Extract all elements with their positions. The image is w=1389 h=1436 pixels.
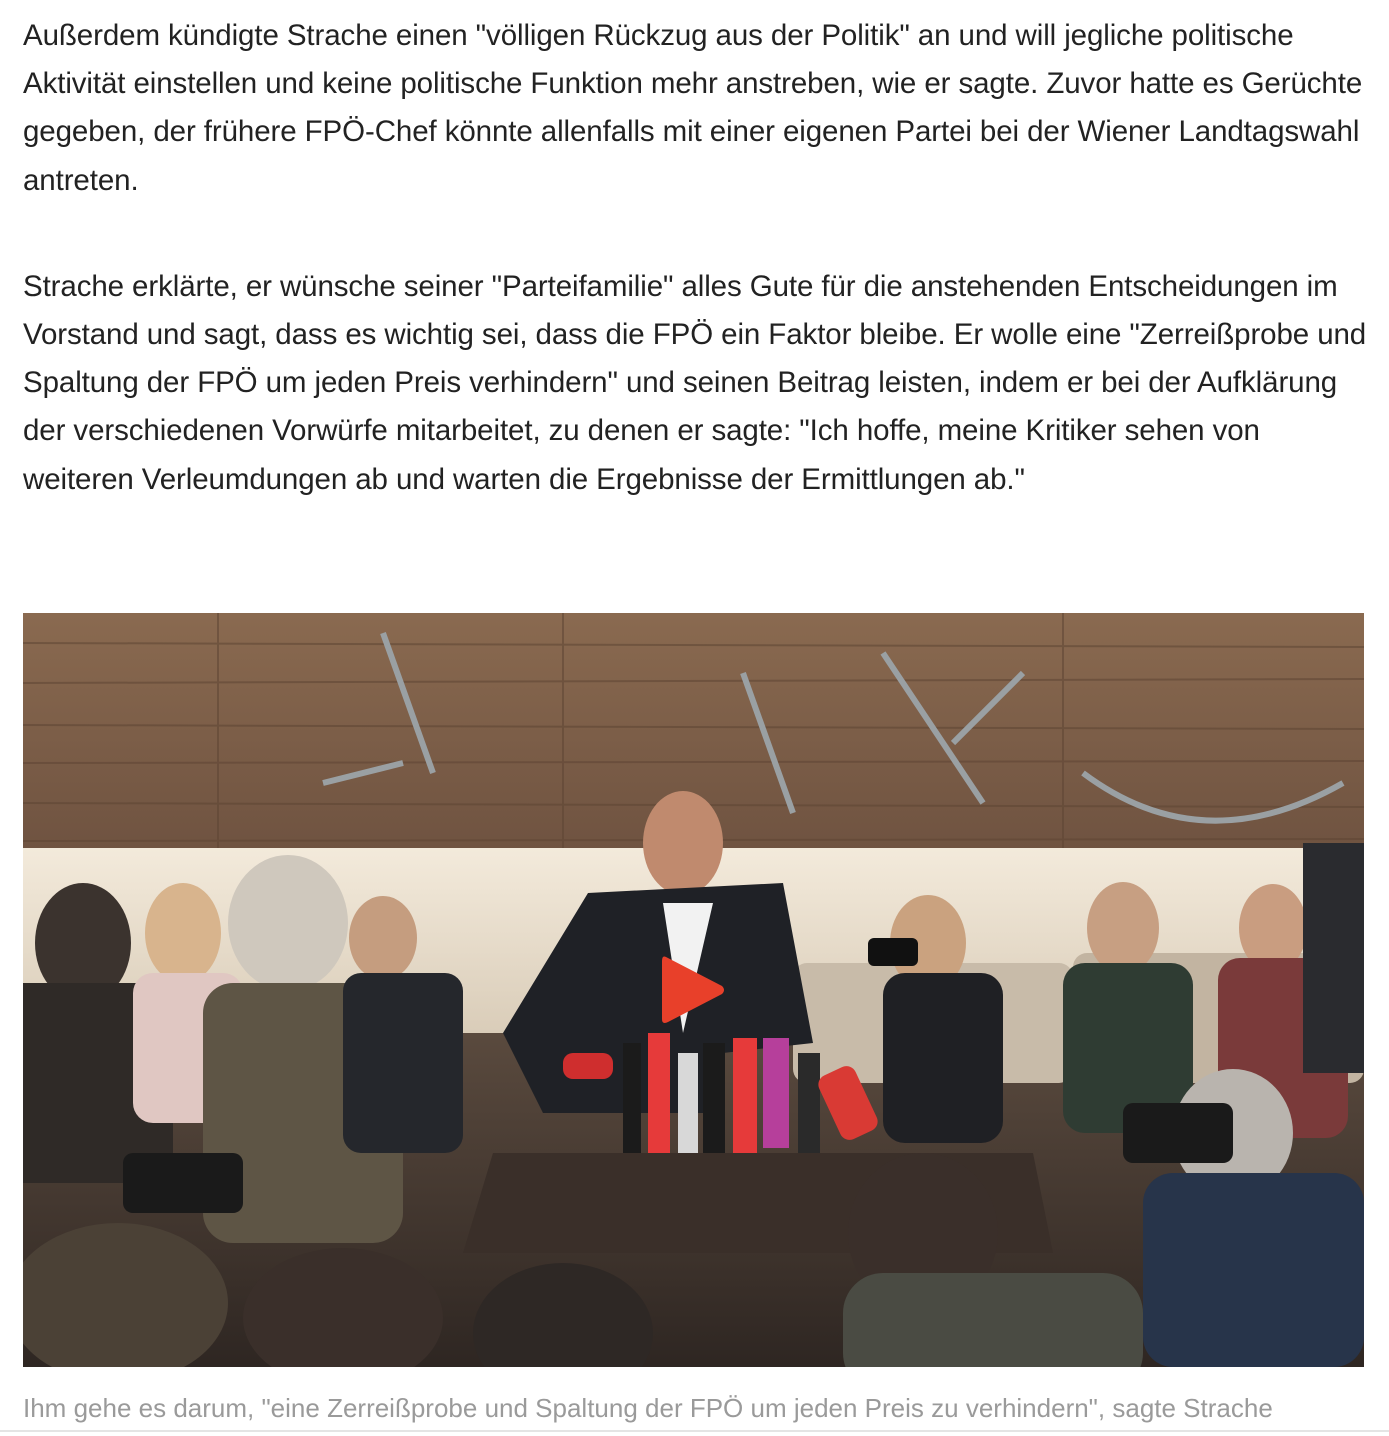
article-paragraph: Strache erklärte, er wünsche seiner "Parteifamilie" alles Gute für die anstehenden Entscheidungen im Vorstand und sagt, dass es wichtig sei, dass die FPÖ ein Faktor bleibe. Er wolle eine "Zerreißprobe und Spaltung der FPÖ um jeden Preis verhindern" und seinen Beitrag leisten, indem er bei der Aufklärung der verschiedenen Vorwürfe mitarbeitet, zu denen er sagte: "Ich hoffe, meine Kritiker sehen von weiteren Verleumdungen ab und warten die Ergebnisse der Ermittlungen ab." — [23, 269, 1367, 496]
article-body — [23, 12, 1373, 504]
play-triangle-icon[interactable] — [660, 953, 726, 1027]
article-paragraph: Außerdem kündigte Strache einen "völligen Rückzug aus der Politik" an und will jegliche politische Aktivität einstellen und keine politische Funktion mehr anstreben, wie er sagte. Zuvor hatte es Gerüchte gegeben, der frühere FPÖ-Chef könnte allenfalls mit einer eigenen Partei bei der Wiener Landtagswahl antreten. — [23, 19, 1363, 197]
video-caption: Ihm gehe es darum, "eine Zerreißprobe und Spaltung der FPÖ um jeden Preis zu verhindern", sagte Strache — [23, 1393, 1273, 1423]
divider — [0, 1430, 1389, 1432]
